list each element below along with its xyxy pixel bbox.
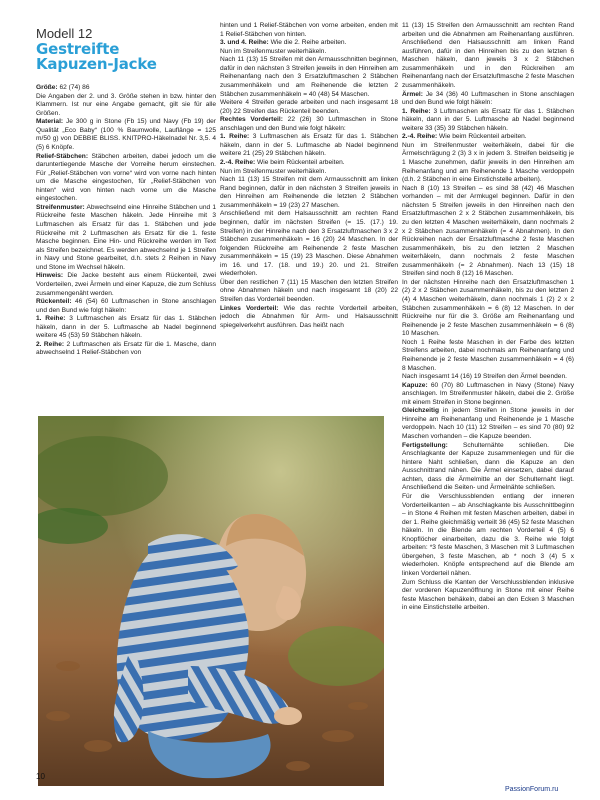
- paragraph-text: 11 (13) 15 Streifen den Armausschnitt am rechten Rand arbeiten und die Abnahmen am Reihenanfang ausführen. Anschließend den Halsausschnitt am linken Rand ausführen, dafür in den Hinreihen bis zu den letzten 6 Maschen häkeln, dann jeweils 3 x 2 Stäbchen zusammenhäkeln und in den Rückreihen am Reihenanfang nach der Ersatzluftmasche 2 feste Maschen zusammenhäkeln.: [402, 22, 574, 89]
- paragraph-text: Nun im Streifenmuster weiterhäkeln, dabei für die Ärmelschrägung 2 (3) 3 x in jedem 3. Streifen beidseitig je 1 Masche zunehmen, dafür jeweils in den Hinreihen am Reihenanfang und am Reihenende 1 Masche verdoppeln (d.h. 2 Stäbchen in eine Einstichstelle arbeiten).: [402, 141, 574, 184]
- paragraph-text: hinten und 1 Relief-Stäbchen von vorne arbeiten, enden mit 1 Relief-Stäbchen von hinten.: [220, 22, 398, 38]
- paragraph: [36, 153, 216, 204]
- paragraph: [36, 118, 216, 152]
- paragraph-text: Nach insgesamt 14 (16) 19 Streifen den Ärmel beenden.: [402, 373, 567, 381]
- paragraph: [402, 279, 574, 339]
- paragraph-heading: 2.-4. Reihe:: [402, 133, 438, 141]
- paragraph-text: 2 Luftmaschen als Ersatz für die 1. Masche, dann abwechselnd 1 Relief-Stäbchen von: [36, 340, 216, 357]
- paragraph-heading: 1. Reihe:: [402, 107, 431, 115]
- paragraph-heading: Hinweis:: [36, 272, 64, 280]
- watermark: PassionForum.ru: [505, 786, 559, 793]
- paragraph: [402, 91, 574, 108]
- paragraph-heading: Rechtes Vorderteil:: [220, 116, 283, 124]
- paragraph: [220, 210, 398, 279]
- paragraph: [220, 279, 398, 305]
- product-photo: [38, 416, 384, 786]
- paragraph: [402, 373, 574, 382]
- paragraph: [402, 22, 574, 91]
- paragraph-text: 3 Luftmaschen als Ersatz für das 1. Stäbchen häkeln, dann in der 5. Luftmasche ab Nadel beginnend weitere 21 (25) 29 Stäbchen häkeln.: [220, 133, 398, 158]
- paragraph: [36, 272, 216, 298]
- paragraph: [402, 442, 574, 493]
- paragraph-heading: Streifenmuster:: [36, 203, 85, 211]
- text-column-1: [36, 84, 216, 416]
- paragraph-text: Zum Schluss die Kanten der Verschlussblenden inklusive der vorderen Kapuzenöffnung in Stone mit einer Reihe feste Maschen behäkeln, dabei an den Ecken 3 Maschen in eine Einstichstelle arbeiten.: [402, 578, 574, 612]
- paragraph: [220, 159, 398, 168]
- paragraph: [402, 142, 574, 185]
- paragraph: [402, 493, 574, 579]
- paragraph-text: 3 Luftmaschen als Ersatz für das 1. Stäbchen häkeln, dann in der 5. Luftmasche ab Nadel beginnend weitere 45 (53) 59 Stäbchen häkeln.: [36, 315, 216, 340]
- paragraph-heading: Fertigstellung:: [402, 441, 448, 449]
- paragraph-text: Wie beim Rückenteil arbeiten.: [437, 133, 527, 141]
- paragraph-text: Wie die 2. Reihe arbeiten.: [268, 39, 347, 47]
- paragraph-text: 22 (26) 30 Luftmaschen in Stone anschlagen und den Bund wie folgt häkeln:: [220, 116, 398, 132]
- paragraph-text: Wie das rechte Vorderteil arbeiten, jedoch die Abnahmen für Arm- und Halsausschnitt spiegelverkehrt ausführen. Das heißt nach: [220, 304, 398, 329]
- paragraph-heading: Linkes Vorderteil:: [220, 304, 279, 312]
- paragraph-text: Noch 1 Reihe feste Maschen in der Farbe des letzten Streifens arbeiten, dabei nochmals am Reihenanfang und Reihenende je 2 feste Maschen zusammenhäkeln = 4 (6) 8 Maschen.: [402, 338, 574, 372]
- paragraph: [220, 56, 398, 99]
- paragraph-text: Nun im Streifenmuster weiterhäkeln.: [220, 167, 327, 175]
- paragraph-heading: Ärmel:: [402, 90, 423, 98]
- paragraph-text: Je 34 (36) 40 Luftmaschen in Stone anschlagen und den Bund wie folgt häkeln:: [402, 90, 574, 107]
- paragraph-text: 60 (70) 80 Luftmaschen in Navy (Stone) Navy anschlagen. Im Streifenmuster häkeln, dabei die 2. Größe mit einem Streifen in Stone beginnen.: [402, 381, 574, 406]
- paragraph: [36, 204, 216, 273]
- paragraph: [220, 39, 398, 48]
- paragraph-text: Stäbchen arbeiten, dabei jedoch um die daruntertiegende Masche der Vorreihe herum einstechen. Für „Relief-Stäbchen von vorne“ wird von vorne nach hinten um die Masche eingestochen, für „Relief-Stäbchen von hinten“ wird von hinten nach vorne um die Masche eingestochen.: [36, 152, 216, 203]
- paragraph-text: 3 Luftmaschen als Ersatz für das 1. Stäbchen häkeln, dann in der 5. Luftmasche ab Nadel beginnend weitere 33 (35) 39 Stäbchen häkeln.: [402, 107, 574, 132]
- model-number: Modell 12: [36, 26, 93, 41]
- paragraph: [402, 339, 574, 373]
- paragraph-text: Nach 11 (13) 15 Streifen mit dem Armausschnitt am linken Rand beginnen, dafür in den nächsten 3 Streifen jeweils in den Hinreihen am Reihenende die letzten 2 Stäbchen zusammenhäkeln = 19 (23) 27 Maschen.: [220, 176, 398, 209]
- paragraph-text: Weitere 4 Streifen gerade arbeiten und nach insgesamt 18 (20) 22 Streifen das Rückenteil beenden.: [220, 99, 398, 115]
- paragraph-heading: 1. Reihe:: [36, 315, 66, 323]
- paragraph-text: Für die Verschlussblenden entlang der inneren Vorderteilkanten – ab Anschlagkante bis Ausschnittbeginn – in Stone 4 Reihen mit festen Maschen arbeiten, dabei in der 1. Reihe gleichmäßig verteilt 36 (45) 52 feste Maschen häkeln. In die Blende am rechten Vorderteil 4 (5) 6 Knopflöcher einarbeiten, dazu die 3. Reihe wie folgt arbeiten: *3 feste Maschen, 3 Maschen mit 3 Luftmaschen übergehen, 3 feste Maschen, ab * noch 3 (4) 5 x wiederholen. Knöpfe entsprechend auf die Blende am linken Vorderteil nähen.: [402, 492, 574, 577]
- paragraph-text: Die Angaben der 2. und 3. Größe stehen in bzw. hinter den Klammern. Ist nur eine Angabe gemacht, gilt sie für alle Größen.: [36, 92, 216, 117]
- paragraph: [402, 382, 574, 408]
- paragraph-text: Nach 8 (10) 13 Streifen – es sind 38 (42) 46 Maschen vorhanden – mit der Armkugel beginnen. Dafür in den nächsten 5 Streifen jeweils in den Hinreihen nach den Ersatzluftmaschen 2 x 2 Stäbchen zusammenhäkeln, bis zu den letzten 4 Maschen weiterhäkeln, dann nochmals 2 x 2 Stäbchen zusammenhäkeln (= 4 Abnahmen). In den Rückreihen nach der Ersatzluftmasche 2 feste Maschen zusammenhäkeln, bis zu den letzten 2 Maschen weiterhäkeln, dann nochmals 2 feste Maschen zusammenhäkeln (= 2 Abnahmen). Nach 13 (15) 18 Streifen sind noch 8 (12) 16 Maschen.: [402, 184, 574, 278]
- paragraph: [220, 48, 398, 57]
- paragraph-heading: Relief-Stäbchen:: [36, 152, 89, 160]
- title-line-2: Kapuzen-Jacke: [36, 55, 157, 73]
- paragraph: [36, 93, 216, 119]
- paragraph-heading: 3. und 4. Reihe:: [220, 39, 269, 47]
- paragraph-text: 62 (74) 86: [57, 84, 90, 91]
- paragraph: [220, 305, 398, 331]
- paragraph-text: Wie beim Rückenteil arbeiten.: [255, 159, 345, 166]
- paragraph: [402, 579, 574, 613]
- paragraph-text: Nach 11 (13) 15 Streifen mit den Armausschnitten beginnen, dafür in den nächsten 3 Streifen jeweils in den Hinreihen am Reihenanfang nach den 3 Ersatzluftmaschen 2 Stäbchen zusammenhäkeln und am Reihenende die letzten 2 Stäbchen zusammenhäkeln = 40 (48) 54 Maschen.: [220, 56, 398, 98]
- paragraph-text: Nun im Streifenmuster weiterhäkeln.: [220, 47, 327, 55]
- paragraph-heading: Rückenteil:: [36, 298, 72, 306]
- paragraph-heading: 1. Reihe:: [220, 133, 250, 141]
- paragraph-text: Die Jacke besteht aus einem Rückenteil, zwei Vorderteilen, zwei Ärmeln und einer Kapuze, die zum Schluss zusammengenäht werden.: [36, 272, 216, 297]
- paragraph: [402, 108, 574, 134]
- paragraph-text: Je 300 g in Stone (Fb 15) und Navy (Fb 19) der Qualität „Eco Baby“ (100 % Baumwolle, Lauflänge = 125 m/50 g) von DEBBIE BLISS. KNITPRO-Häkelnadel Nr. 3,5. 4 (5) 6 Knöpfe.: [36, 118, 216, 151]
- paragraph-heading: 2.-4. Reihe:: [220, 159, 256, 166]
- paragraph: [220, 22, 398, 39]
- paragraph-text: In der nächsten Hinreihe nach den Ersatzluftmaschen 1 (2) 2 x 2 Stäbchen zusammenhäkeln, bis zu den letzten 2 (4) 4 Maschen weiterhäkeln, dann nochmals 1 (2) 2 x 2 Stäbchen zusammenhäkeln = 6 (8) 12 Maschen. In der Rückreihe nur für die 3. Größe am Reihenanfang und Reihenende je 2 feste Maschen zusammenhäkeln = 6 (8) 10 Maschen.: [402, 278, 574, 338]
- paragraph: [36, 84, 216, 93]
- paragraph-heading: Material:: [36, 118, 64, 126]
- baby-jacket-illustration: [38, 416, 384, 786]
- page-number: 10: [36, 772, 45, 781]
- paragraph-text: in jedem Streifen in Stone jeweils in der Hinreihe am Reihenanfang und Reihenende je 1 Masche verdoppeln. Nach 10 (11) 12 Streifen – es sind 70 (80) 92 Maschen vorhanden – die Kapuze beenden.: [402, 407, 574, 440]
- paragraph-heading: 2. Reihe:: [36, 340, 65, 348]
- paragraph: [220, 116, 398, 133]
- paragraph-text: 46 (54) 60 Luftmaschen in Stone anschlagen und den Bund wie folgt häkeln:: [36, 298, 216, 314]
- paragraph: [220, 176, 398, 210]
- paragraph: [36, 298, 216, 315]
- paragraph: [220, 133, 398, 159]
- page-title: [36, 42, 157, 72]
- paragraph: [402, 407, 574, 441]
- paragraph-heading: Gleichzeitig: [402, 407, 440, 415]
- paragraph-heading: Kapuze:: [402, 381, 428, 389]
- paragraph: [36, 341, 216, 358]
- paragraph-text: Anschließend mit dem Halsausschnitt am rechten Rand beginnen, dafür im nächsten Streifen (= 15. (17.) 19. Streifen) in der Hinreihe nach den 3 Ersatzluftmaschen 3 x 2 Stäbchen zusammenhäkeln = 16 (20) 24 Maschen. In der folgenden Rückreihe am Reihenende 2 feste Maschen zusammenhäkeln = 15 (19) 23 Maschen. Diese Abnahmen im 16. und 17. (18. und 19.) 20. und 21. Streifen wiederholen.: [220, 210, 398, 278]
- title-line-1: Gestreifte: [36, 40, 120, 58]
- paragraph: [220, 168, 398, 177]
- paragraph: [220, 99, 398, 116]
- text-column-3: [402, 22, 574, 770]
- paragraph-heading: Größe:: [36, 84, 58, 91]
- text-column-2: [220, 22, 398, 414]
- paragraph: [402, 185, 574, 279]
- paragraph: [36, 315, 216, 341]
- paragraph-text: Schulternähte schließen. Die Anschlagkante der Kapuze zusammenlegen und für die hintere Naht schließen, dann die Kapuze an den Ausschnittrand nähen. Die Ärmel einsetzen, dabei darauf achten, dass die Ärmelmitte an der Schulternaht liegt. Anschließend die Seiten- und Ärmelnähte schließen.: [402, 441, 574, 492]
- paragraph-text: Abwechselnd eine Hinreihe Stäbchen und 1 Rückreihe feste Maschen häkeln. Jede Hinreihe mit 3 Luftmaschen als Ersatz für das 1. Stäbchen und jede Rückreihe mit 2 Luftmaschen als Ersatz für die 1. feste Masche beginnen. Eine Hin- und Rückreihe werden im Text als Streifen bezeichnet. Es werden abwechselnd je 1 Streifen in Navy und Stone gearbeitet, d.h. stets 2 Reihen in Navy und Stone im Wechsel häkeln.: [36, 203, 216, 271]
- paragraph-text: Über den restlichen 7 (11) 15 Maschen den letzten Streifen ohne Abnahmen häkeln und nach insgesamt 18 (20) 22 Streifen das Vorderteil beenden.: [220, 278, 398, 303]
- paragraph: [402, 133, 574, 142]
